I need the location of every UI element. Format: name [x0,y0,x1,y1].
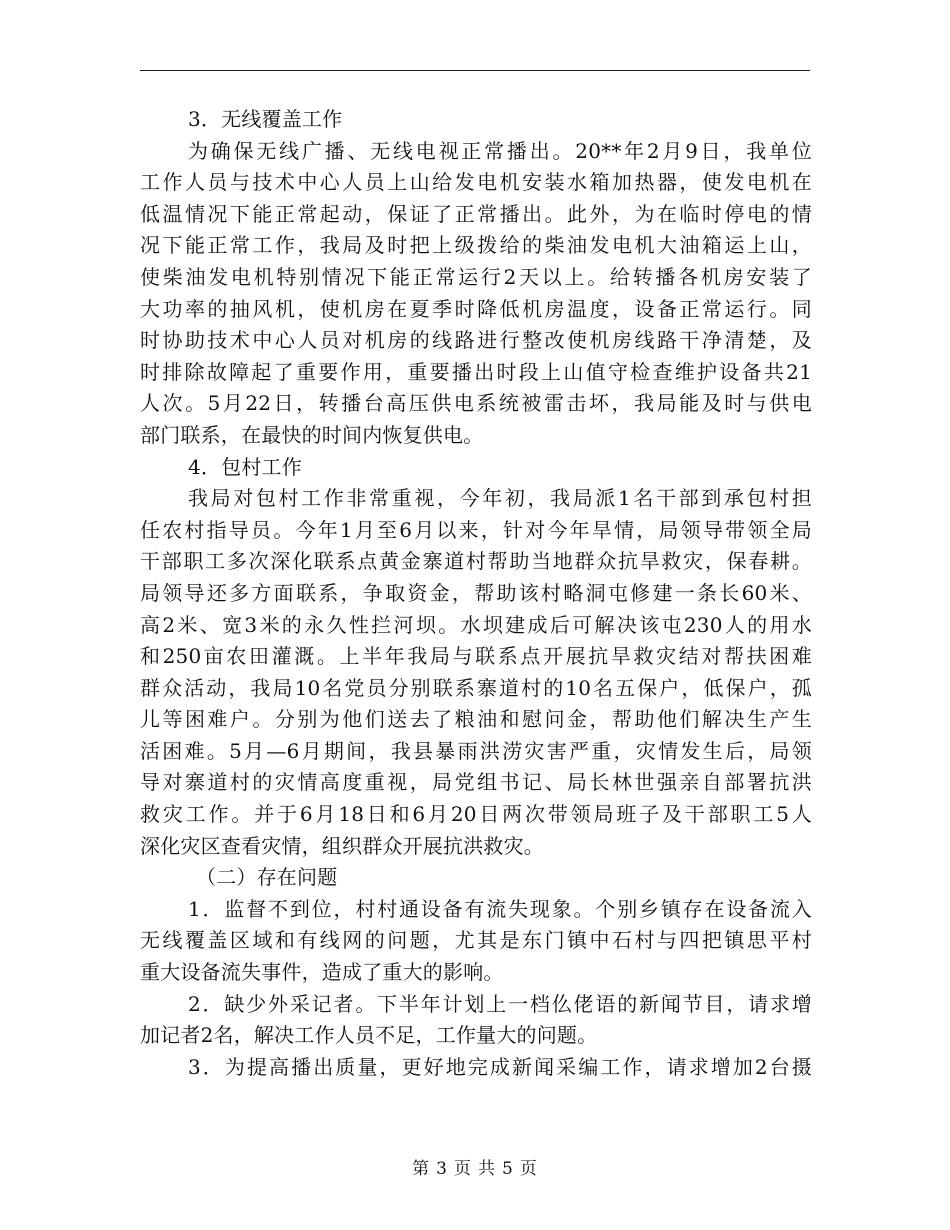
text-line: 况下能正常工作，我局及时把上级拨给的柴油发电机大油箱运上山， [140,233,812,258]
text-line: 群众活动，我局10名党员分别联系寨道村的10名五保户，低保户，孤 [140,675,812,700]
text-line: 时排除故障起了重要作用，重要播出时段上山值守检查维护设备共21 [140,359,812,384]
text-line: 我局对包村工作非常重视，今年初，我局派1名干部到承包村担 [188,486,812,511]
footer-label-total: 共 [478,1159,496,1179]
text-line: 大功率的抽风机，使机房在夏季时降低机房温度，设备正常运行。同 [140,296,812,321]
document-body [140,104,812,1083]
page-footer [0,1154,950,1179]
text-line: 低温情况下能正常起动，保证了正常播出。此外，为在临时停电的情 [140,201,812,226]
text-line: 干部职工多次深化联系点黄金寨道村帮助当地群众抗旱救灾，保春耕。 [140,549,812,574]
text-line: 2．缺少外采记者。下半年计划上一档仫佬语的新闻节目，请求增 [188,991,812,1016]
header-rule [140,70,810,71]
text-line: 局领导还多方面联系，争取资金，帮助该村略洞屯修建一条长60米、 [140,580,812,605]
text-line: 活困难。5月—6月期间，我县暴雨洪涝灾害严重，灾情发生后，局领 [140,738,812,763]
text-line: 3．为提高播出质量，更好地完成新闻采编工作，请求增加2台摄 [188,1054,812,1079]
text-line: 部门联系，在最快的时间内恢复供电。 [140,422,484,447]
text-line: 时协助技术中心人员对机房的线路进行整改使机房线路干净清楚，及 [140,328,812,353]
section-heading: （二）存在问题 [196,865,338,890]
text-line: 为确保无线广播、无线电视正常播出。20**年2月9日，我单位 [188,138,812,163]
section-heading: 4．包村工作 [188,454,302,479]
text-line: 重大设备流失事件，造成了重大的影响。 [140,960,504,985]
footer-label-after: 页 [519,1159,538,1179]
text-line: 人次。5月22日，转播台高压供电系统被雷击坏，我局能及时与供电 [140,391,812,416]
footer-label-page: 页 [454,1159,472,1179]
section-heading: 3．无线覆盖工作 [188,107,343,131]
text-line: 儿等困难户。分别为他们送去了粮油和慰问金，帮助他们解决生产生 [140,707,812,732]
text-line: 深化灾区查看灾情，组织群众开展抗洪救灾。 [140,833,544,858]
text-line: 工作人员与技术中心人员上山给发电机安装水箱加热器，使发电机在 [140,170,812,195]
text-line: 加记者2名，解决工作人员不足，工作量大的问题。 [140,1023,598,1048]
text-line: 1．监督不到位，村村通设备有流失现象。个别乡镇存在设备流入 [188,896,812,921]
text-line: 高2米、宽3米的永久性拦河坝。水坝建成后可解决该屯230人的用水 [140,612,812,637]
text-line: 救灾工作。并于6月18日和6月20日两次带领局班子及干部职工5人 [140,802,812,827]
text-line: 和250亩农田灌溉。上半年我局与联系点开展抗旱救灾结对帮扶困难 [140,644,812,669]
text-line: 无线覆盖区域和有线网的问题，尤其是东门镇中石村与四把镇思平村 [140,928,812,953]
text-line: 任农村指导员。今年1月至6月以来，针对今年旱情，局领导带领全局 [140,517,812,542]
text-line: 使柴油发电机特别情况下能正常运行2天以上。给转播各机房安装了 [140,264,812,289]
footer-page-number: 3 [436,1159,448,1179]
footer-label-before: 第 [412,1159,431,1179]
footer-total-pages: 5 [502,1159,514,1179]
text-line: 导对寨道村的灾情高度重视，局党组书记、局长林世强亲自部署抗洪 [140,770,812,795]
